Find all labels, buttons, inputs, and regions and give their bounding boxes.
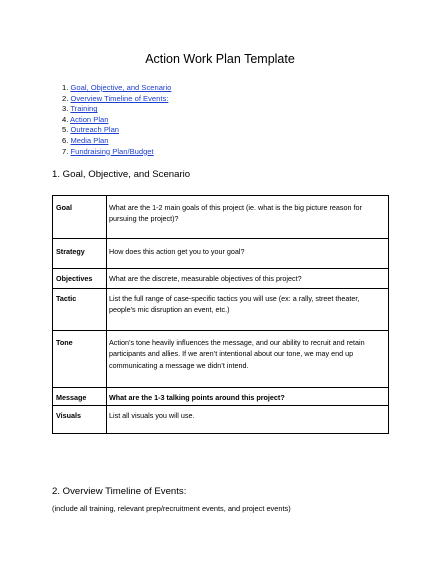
toc-link-fundraising[interactable]: Fundraising Plan/Budget (70, 146, 154, 156)
toc-link-outreach-plan[interactable]: Outreach Plan (70, 125, 120, 135)
toc-number: 6. (62, 135, 69, 145)
toc-link-training[interactable]: Training (70, 104, 98, 114)
row-label: Objectives (53, 269, 107, 289)
toc-link-timeline[interactable]: Overview Timeline of Events: (70, 93, 169, 103)
toc-number: 2. (62, 93, 69, 103)
section-heading-goal: 1. Goal, Objective, and Scenario (52, 169, 191, 180)
table-row (53, 196, 389, 239)
section-heading-timeline: 2. Overview Timeline of Events: (52, 486, 187, 497)
row-value[interactable]: What are the 1-2 main goals of this project (ie. what is the big picture reason for pursuing the project)? (107, 196, 389, 239)
row-value[interactable]: List all visuals you will use. (107, 406, 389, 434)
toc-item (62, 115, 171, 126)
table-row (53, 269, 389, 289)
toc-item (62, 125, 171, 136)
toc-link-goal[interactable]: Goal, Objective, and Scenario (70, 83, 172, 92)
table-row (53, 331, 389, 388)
row-label: Message (53, 388, 107, 406)
row-value[interactable]: Action’s tone heavily influences the message, and our ability to recruit and retain participants and allies. If we aren’t intentional about our tone, we may end up communicating a message we didn’t intend. (107, 331, 389, 388)
row-label: Visuals (53, 406, 107, 434)
row-value[interactable]: What are the discrete, measurable objectives of this project? (107, 269, 389, 289)
row-value[interactable]: List the full range of case-specific tactics you will use (ex: a rally, street theater, people’s mic disruption an event, etc.) (107, 289, 389, 331)
row-value[interactable]: What are the 1-3 talking points around this project? (107, 388, 389, 406)
toc-link-media-plan[interactable]: Media Plan (70, 135, 109, 145)
toc-item (62, 83, 171, 94)
toc-number: 5. (62, 125, 69, 135)
table-row (53, 406, 389, 434)
plan-table (52, 195, 389, 434)
table-row (53, 239, 389, 269)
toc-number: 1. (62, 83, 69, 92)
toc-link-action-plan[interactable]: Action Plan (70, 114, 109, 124)
table-row (53, 388, 389, 406)
row-value[interactable]: How does this action get you to your goal? (107, 239, 389, 269)
row-label: Tactic (53, 289, 107, 331)
toc-item (62, 94, 171, 105)
page-title: Action Work Plan Template (145, 52, 295, 66)
row-label: Strategy (53, 239, 107, 269)
toc-item (62, 136, 171, 147)
toc-number: 3. (62, 104, 69, 114)
table-row (53, 289, 389, 331)
toc-number: 7. (62, 146, 69, 156)
toc-item (62, 147, 171, 158)
toc-item (62, 104, 171, 115)
table-of-contents (62, 83, 171, 157)
row-label: Goal (53, 196, 107, 239)
row-label: Tone (53, 331, 107, 388)
toc-number: 4. (62, 114, 69, 124)
section-note: (include all training, relevant prep/recruitment events, and project events) (52, 504, 291, 513)
